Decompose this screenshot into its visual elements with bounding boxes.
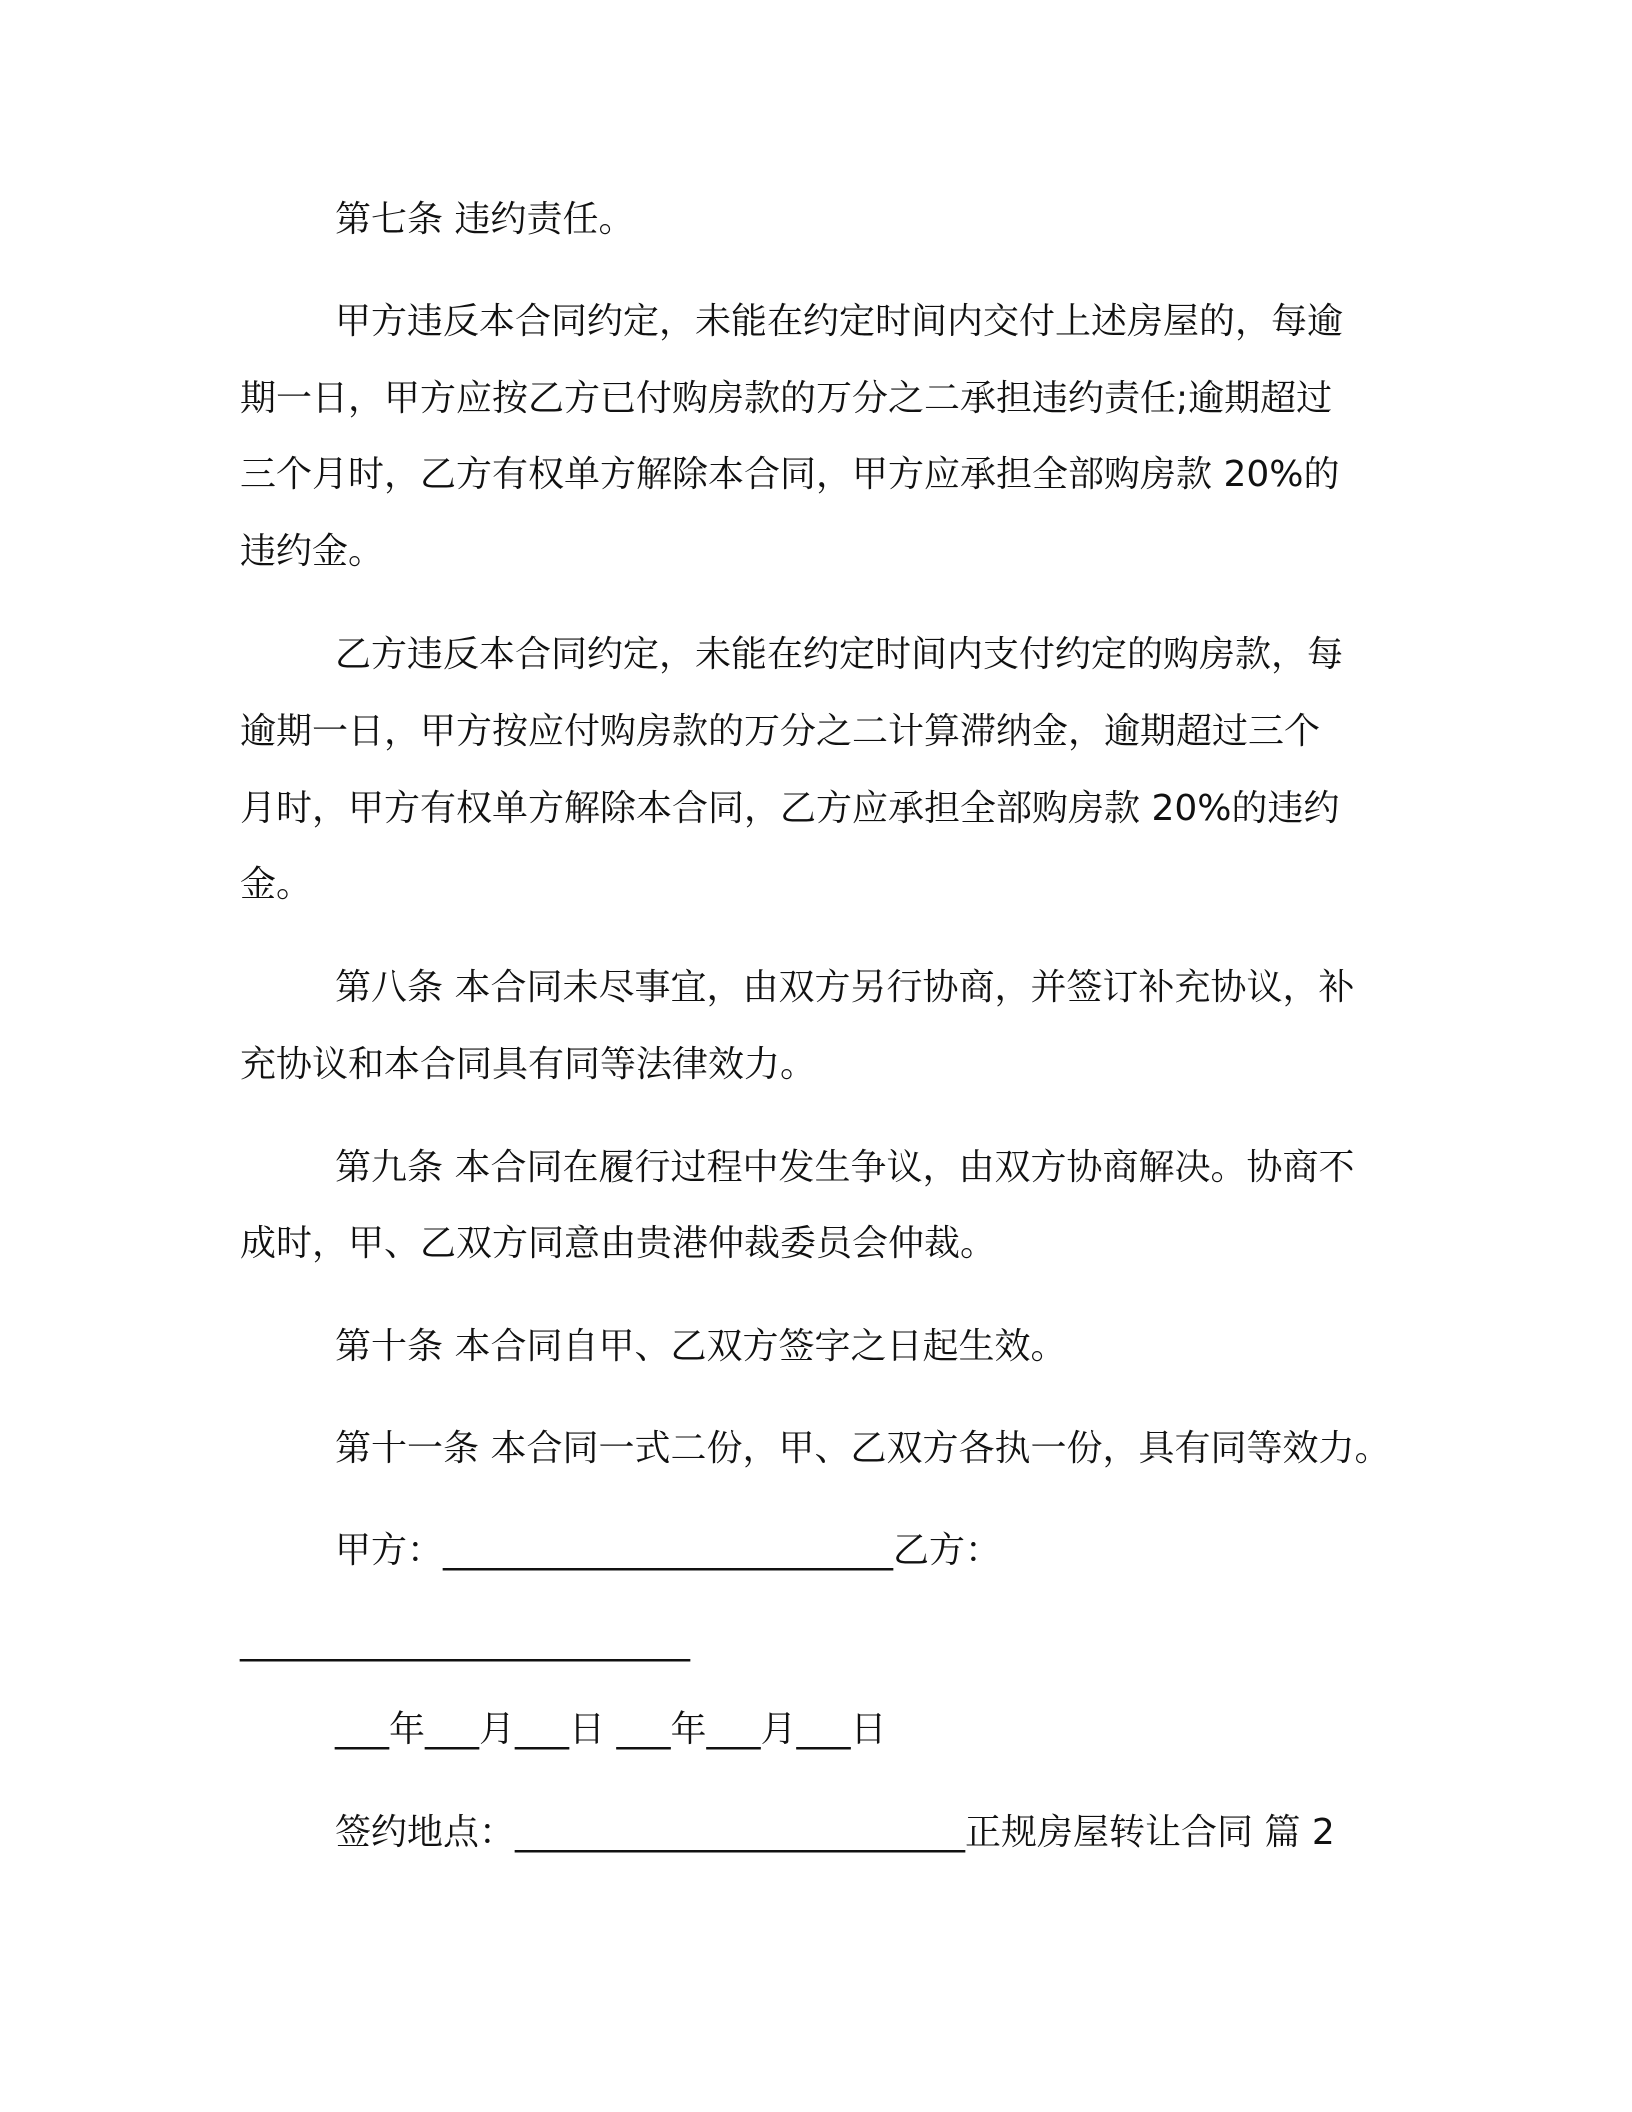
article-7-heading: 第七条 违约责任。 [335, 199, 635, 240]
party-signature-line: 甲方：_________________________乙方： [335, 1530, 1002, 1571]
paragraph-line: 金。 [240, 864, 313, 905]
signing-location-line: 签约地点：_________________________正规房屋转让合同 篇 2 [335, 1812, 1335, 1853]
article-8-line: 第八条 本合同未尽事宜，由双方另行协商，并签订补充协议，补 [335, 967, 1355, 1008]
article-8-line: 充协议和本合同具有同等法律效力。 [240, 1044, 817, 1085]
article-9-line: 成时，甲、乙双方同意由贵港仲裁委员会仲裁。 [240, 1223, 997, 1264]
article-11-line: 第十一条 本合同一式二份，甲、乙双方各执一份，具有同等效力。 [335, 1428, 1391, 1469]
paragraph-line: 甲方违反本合同约定，未能在约定时间内交付上述房屋的，每逾 [335, 301, 1344, 342]
paragraph-line: 月时，甲方有权单方解除本合同，乙方应承担全部购房款 20%的违约 [240, 788, 1340, 829]
paragraph-line: 乙方违反本合同约定，未能在约定时间内支付约定的购房款，每 [335, 634, 1344, 675]
article-9-line: 第九条 本合同在履行过程中发生争议，由双方协商解决。协商不 [335, 1147, 1355, 1188]
paragraph-line: 逾期一日，甲方按应付购房款的万分之二计算滞纳金，逾期超过三个 [240, 711, 1321, 752]
article-10-line: 第十条 本合同自甲、乙双方签字之日起生效。 [335, 1326, 1067, 1367]
date-blanks: ___年___月___日 ___年___月___日 [335, 1709, 887, 1750]
party-b-signature-blank: _________________________ [240, 1621, 690, 1662]
paragraph-line: 期一日，甲方应按乙方已付购房款的万分之二承担违约责任;逾期超过 [240, 378, 1333, 419]
paragraph-line: 违约金。 [240, 531, 385, 572]
paragraph-line: 三个月时，乙方有权单方解除本合同，甲方应承担全部购房款 20%的 [240, 454, 1340, 495]
